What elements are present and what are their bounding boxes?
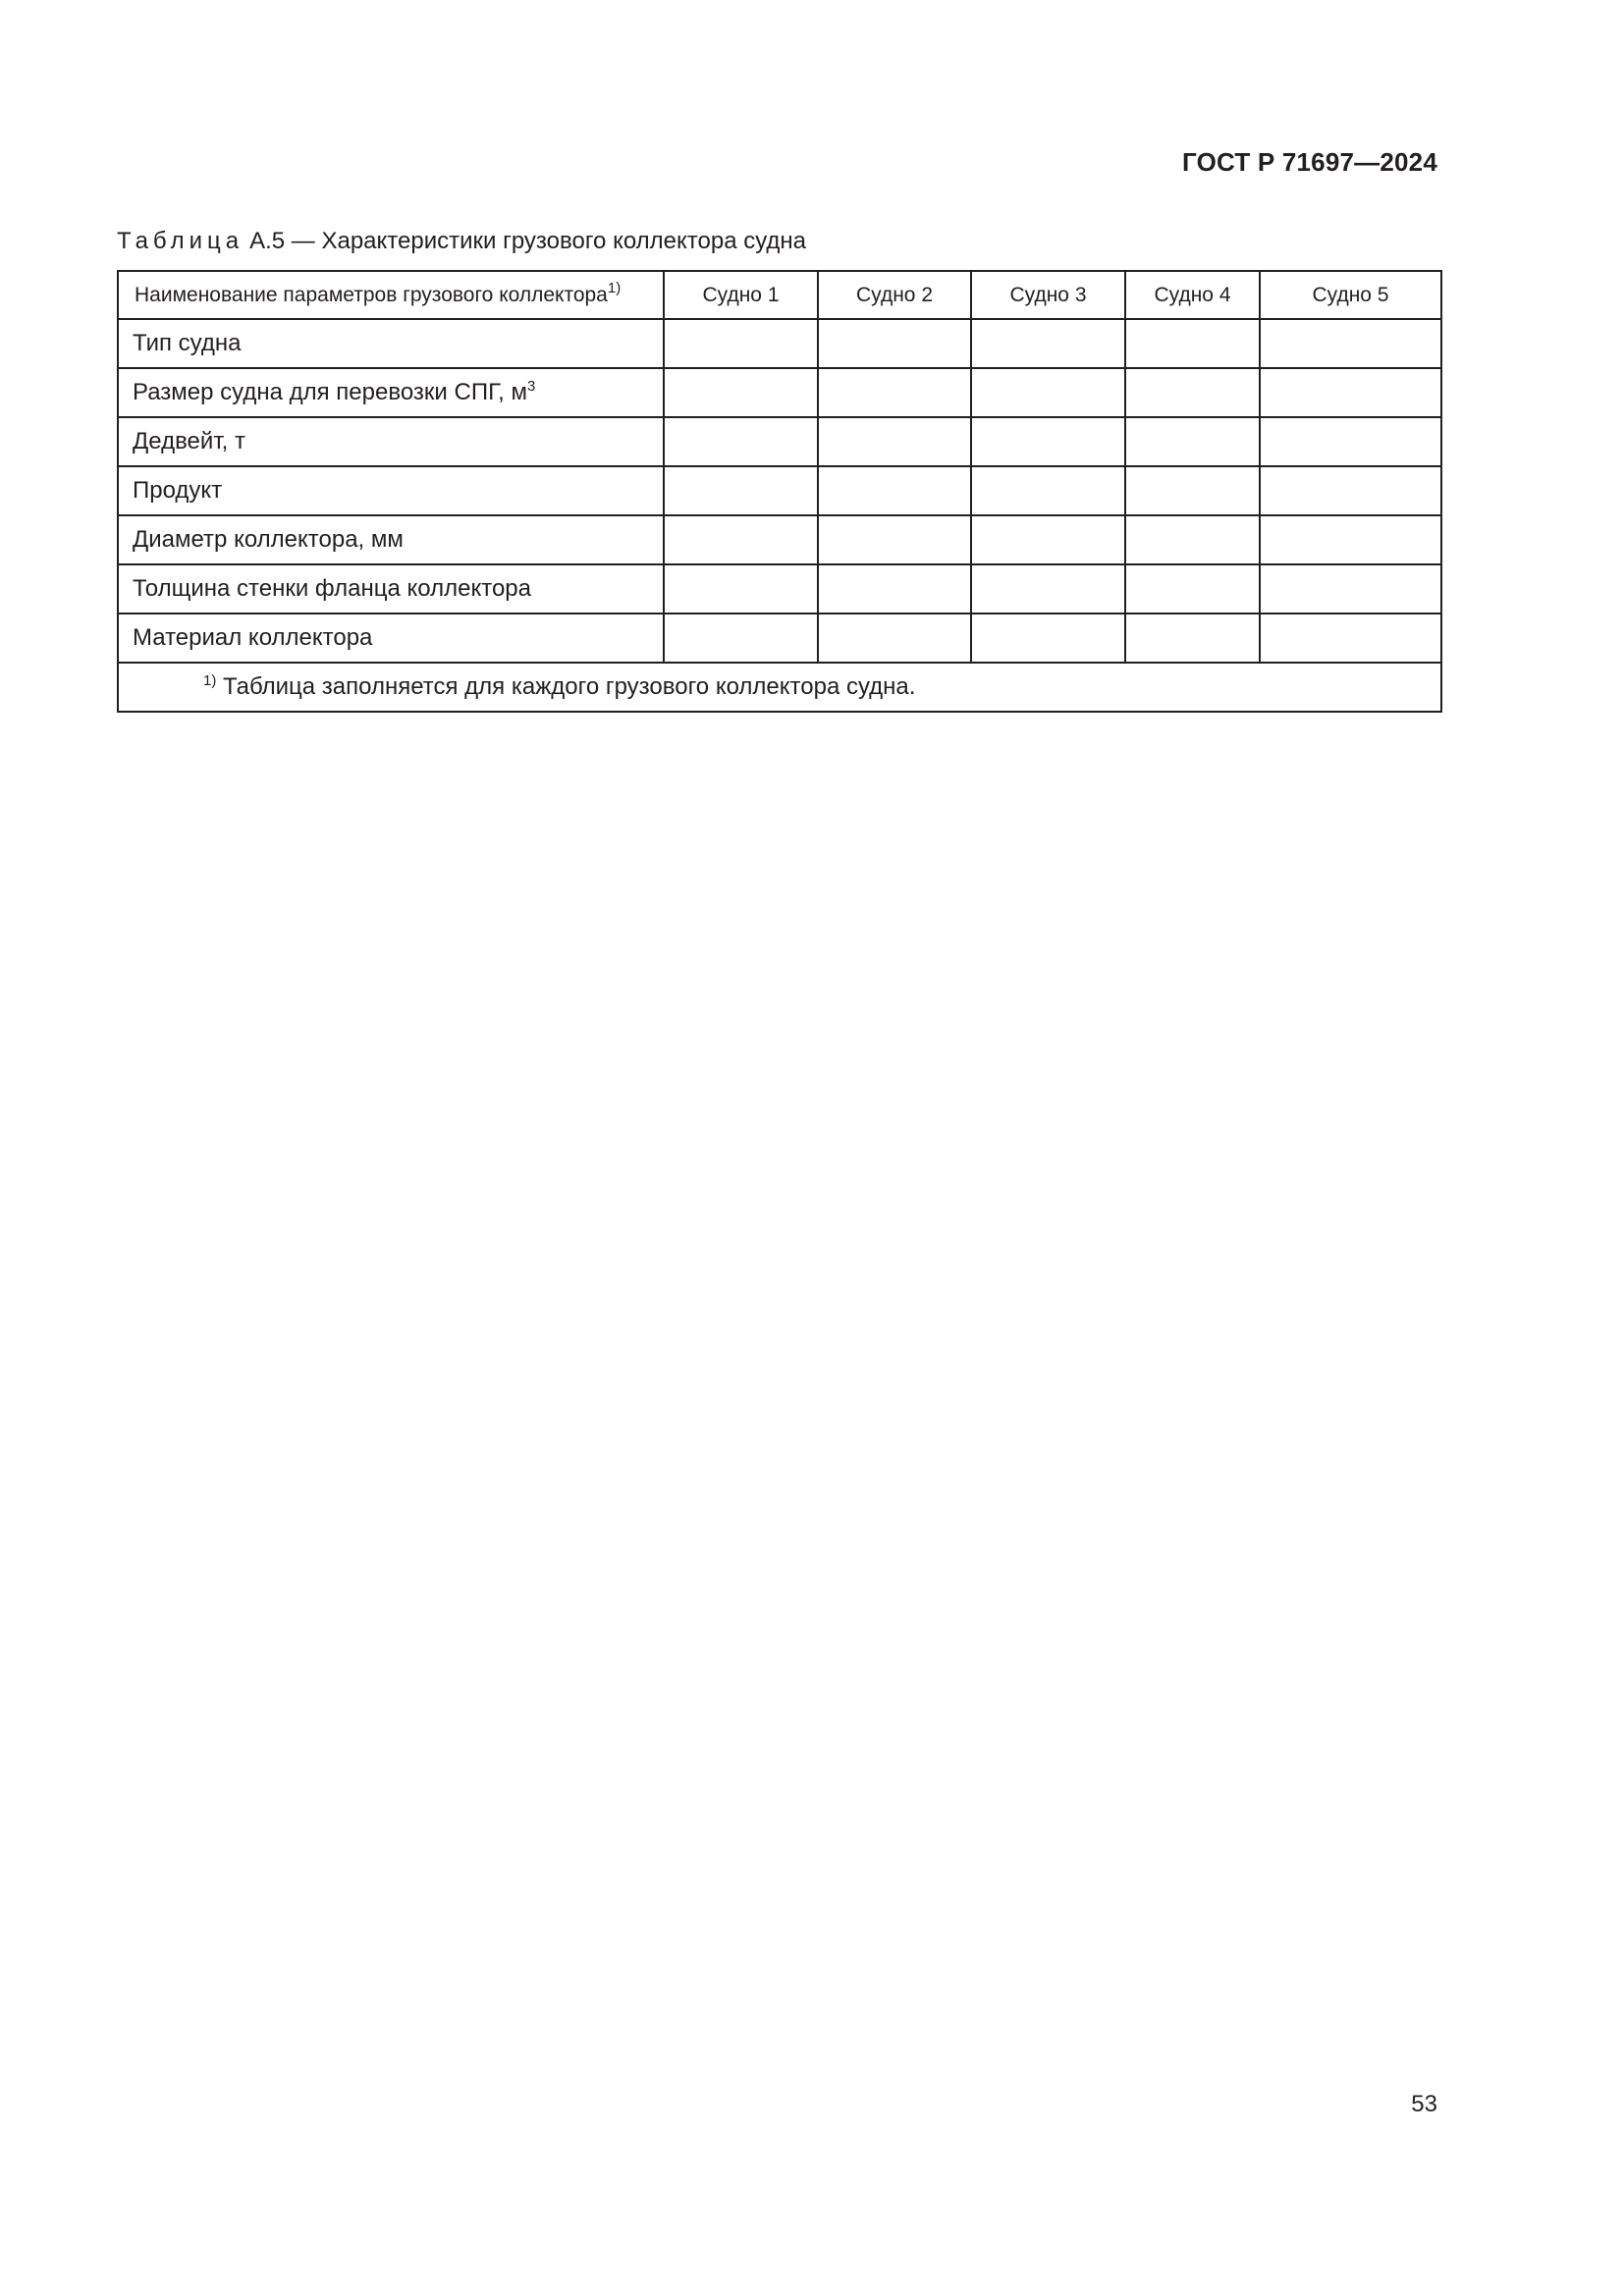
row-label: Размер судна для перевозки СПГ, $м^3$ [118,368,664,417]
row-label: Тип судна [118,319,664,368]
table-row [118,564,1441,614]
table-row [118,515,1441,564]
table-row [118,319,1441,368]
header-cell-vessel-3: Судно 3 [971,271,1125,319]
header-cell-vessel-1: Судно 1 [664,271,818,319]
empty-cell [1125,368,1260,417]
table-caption [117,228,806,255]
empty-cell [1125,466,1260,515]
empty-cell [1125,515,1260,564]
table-row [118,614,1441,663]
empty-cell [1260,319,1441,368]
empty-cell [664,614,818,663]
empty-cell [818,417,971,466]
table-header-row [118,271,1441,319]
empty-cell [818,515,971,564]
empty-cell [664,417,818,466]
table-footnote-row [118,663,1441,712]
table-row [118,417,1441,466]
table-caption-word: Таблица [117,228,244,254]
empty-cell [664,368,818,417]
header-cell-vessel-4: Судно 4 [1125,271,1260,319]
empty-cell [818,564,971,614]
empty-cell [818,614,971,663]
empty-cell [971,368,1125,417]
empty-cell [1260,466,1441,515]
empty-cell [971,564,1125,614]
row-label: Дедвейт, т [118,417,664,466]
table-footnote [118,663,1441,712]
header-cell-vessel-2: Судно 2 [818,271,971,319]
footnote-ref: 1) [607,279,622,296]
empty-cell [971,417,1125,466]
document-code: ГОСТ Р 71697—2024 [1182,147,1437,177]
header-cell-vessel-5: Судно 5 [1260,271,1441,319]
empty-cell [818,319,971,368]
empty-cell [1260,368,1441,417]
empty-cell [1125,614,1260,663]
empty-cell [1260,417,1441,466]
collector-parameters-table [117,270,1442,713]
empty-cell [818,466,971,515]
table-row [118,368,1441,417]
empty-cell [1125,417,1260,466]
table-caption-title: А.5 — Характеристики грузового коллектора судна [249,228,807,254]
empty-cell [1125,564,1260,614]
row-label: Диаметр коллектора, мм [118,515,664,564]
empty-cell [1260,515,1441,564]
empty-cell [664,319,818,368]
empty-cell [1125,319,1260,368]
empty-cell [971,515,1125,564]
table-row [118,466,1441,515]
empty-cell [664,564,818,614]
row-label: Толщина стенки фланца коллектора [118,564,664,614]
footnote-mark: 1) [203,672,217,689]
row-label: Материал коллектора [118,614,664,663]
row-label: Продукт [118,466,664,515]
empty-cell [971,319,1125,368]
empty-cell [1260,564,1441,614]
empty-cell [664,466,818,515]
empty-cell [971,614,1125,663]
empty-cell [971,466,1125,515]
header-cell-parameter-name: Наименование параметров грузового коллектора$^{1)}$ [118,271,664,319]
page-number: 53 [1411,2091,1437,2117]
empty-cell [818,368,971,417]
footnote-text: Таблица заполняется для каждого грузового коллектора судна. [216,673,916,700]
empty-cell [1260,614,1441,663]
empty-cell [664,515,818,564]
